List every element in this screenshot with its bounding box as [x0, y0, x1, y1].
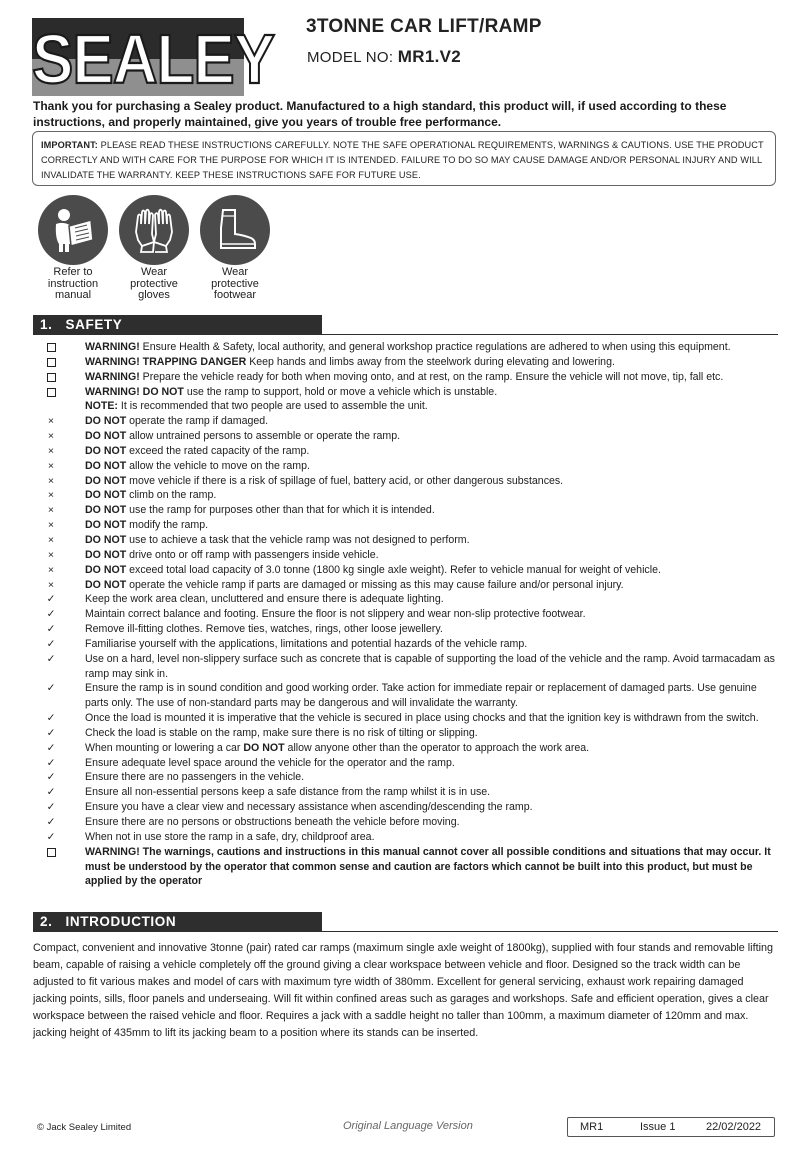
check-bullet-icon: ✓: [46, 637, 56, 650]
icon-refer-manual: [37, 195, 109, 302]
introduction-paragraph: Compact, convenient and innovative 3tonne (pair) rated car ramps (maximum single axle weight of 1800kg), supplied with four stands and removable lifting beam, capable of raising a vehicle completely off the ground giving a clear workspace between vehicle and floor. Designed so the track width can be adjusted to fit various makes and model of cars with maximum tyre width of 380mm. Excellent for general servicing, exhaust work repairing damaged jacking points, sills, floor panels and underseaing. Will fit within confined areas such as garages and workshops. Safe and efficient operation, gives a clear workspace between the raised vehicle and floor. Requires a jack with a saddle height no taller than 100mm, a maximum diameter of 120mm and max. jacking height of 435mm to lift its jacking beam to a position where its stands can be inserted.: [33, 942, 773, 1039]
thank-you-text: Thank you for purchasing a Sealey product. Manufactured to a high standard, this product will, if used according to these instructions, and properly maintained, give you years of trouble free performance.: [33, 99, 727, 129]
cross-bullet-icon: ×: [47, 489, 55, 502]
list-item: × DO NOT exceed the rated capacity of the ramp.: [32, 444, 782, 459]
list-item: ✓ Ensure you have a clear view and necessary assistance when ascending/descending the ramp.: [32, 800, 782, 815]
icon-label-manual: Refer to instruction manual: [47, 266, 99, 301]
list-item: ✓ Ensure there are no passengers in the vehicle.: [32, 770, 782, 785]
list-item: ✓ Once the load is mounted it is imperative that the vehicle is secured in place using chocks and that the ignition key is withdrawn from the switch.: [32, 711, 782, 726]
sealey-logo: [32, 18, 275, 99]
model-prefix: MODEL NO:: [307, 49, 394, 66]
note-item: NOTE: It is recommended that two people are used to assemble the unit.: [85, 400, 428, 413]
check-bullet-icon: ✓: [46, 682, 56, 695]
list-item: × DO NOT exceed total load capacity of 3.0 tonne (1800 kg single axle weight). Refer to vehicle manual for weight of vehicle.: [32, 563, 782, 578]
checkbox-bullet-icon: [44, 845, 58, 862]
list-item: ✓ Keep the work area clean, uncluttered and ensure there is adequate lighting.: [32, 592, 782, 607]
cross-bullet-icon: ×: [47, 474, 55, 487]
manual-reader-icon: [38, 195, 108, 265]
safety-list: [32, 340, 782, 889]
list-item: × DO NOT use the ramp for purposes other than that for which it is intended.: [32, 503, 782, 518]
list-item: × DO NOT allow the vehicle to move on the ramp.: [32, 459, 782, 474]
list-item: ✓ Remove ill-fitting clothes. Remove ties, watches, rings, other loose jewellery.: [32, 622, 782, 637]
issue-date: 22/02/2022: [706, 1121, 762, 1133]
icon-label-footwear: Wear protective footwear: [211, 266, 259, 301]
list-item: WARNING! Prepare the vehicle ready for both when moving onto, and at rest, on the ramp. Ensure the vehicle will not move, tip, fall etc.: [32, 370, 782, 385]
list-item: ✓ Familiarise yourself with the applications, limitations and potential hazards of the vehicle ramp.: [32, 637, 782, 652]
list-item: × DO NOT modify the ramp.: [32, 518, 782, 533]
list-item: ✓ Check the load is stable on the ramp, make sure there is no risk of tilting or slipping.: [32, 726, 782, 741]
check-bullet-icon: ✓: [46, 623, 56, 636]
final-warning: WARNING! The warnings, cautions and instructions in this manual cannot cover all possible conditions and situations that may occur. It must be understood by the operator that common sense and caution are factors which cannot be built into this product, but must be applied by the operator: [32, 845, 782, 890]
cross-bullet-icon: ×: [47, 548, 55, 561]
cross-bullet-icon: ×: [47, 444, 55, 457]
boot-icon: [200, 195, 270, 265]
check-bullet-icon: ✓: [46, 608, 56, 621]
cross-bullet-icon: ×: [47, 504, 55, 517]
list-item: × DO NOT allow untrained persons to assemble or operate the ramp.: [32, 429, 782, 444]
language-version: Original Language Version: [343, 1120, 473, 1132]
list-item: WARNING! DO NOT use the ramp to support, hold or move a vehicle which is unstable.: [32, 385, 782, 400]
cross-bullet-icon: ×: [47, 459, 55, 472]
cross-bullet-icon: ×: [47, 430, 55, 443]
list-item: WARNING! Ensure Health & Safety, local authority, and general workshop practice regulations are adhered to when using this equipment.: [32, 340, 782, 355]
section-divider: [322, 931, 778, 932]
cross-bullet-icon: ×: [47, 578, 55, 591]
list-item: × DO NOT climb on the ramp.: [32, 488, 782, 503]
section-heading-safety: 1. SAFETY: [33, 315, 322, 335]
section-heading-introduction: 2. INTRODUCTION: [33, 912, 322, 932]
check-bullet-icon: ✓: [46, 830, 56, 843]
important-text: PLEASE READ THESE INSTRUCTIONS CAREFULLY. NOTE THE SAFE OPERATIONAL REQUIREMENTS, WARNINGS & CAUTIONS. USE THE PRODUCT CORRECTLY AND WITH CARE FOR THE PURPOSE FOR WHICH IT IS INTENDED. FAILURE TO DO SO MAY CAUSE DAMAGE AND/OR PERSONAL INJURY AND WILL INVALIDATE THE WARRANTY. KEEP THESE INSTRUCTIONS SAFE FOR FUTURE USE.: [41, 140, 764, 180]
list-item: ✓ Maintain correct balance and footing. Ensure the floor is not slippery and wear non-slip protective footwear.: [32, 607, 782, 622]
check-bullet-icon: ✓: [46, 593, 56, 606]
document-title: 3TONNE CAR LIFT/RAMP: [306, 16, 542, 37]
model-line: [307, 47, 461, 67]
model-code: MR1: [580, 1121, 604, 1133]
icon-wear-gloves: [118, 195, 190, 302]
logo-text: SEALEY: [32, 21, 275, 99]
list-item: ✓ When not in use store the ramp in a safe, dry, childproof area.: [32, 830, 782, 845]
icon-label-gloves: Wear protective gloves: [130, 266, 178, 301]
list-item: ✓ Ensure the ramp is in sound condition and good working order. Take action for immediate repair or replacement of damaged parts. Use genuine parts only. The use of non-standard parts may be dangerous and will invalidate the warranty.: [32, 681, 782, 711]
cross-bullet-icon: ×: [47, 415, 55, 428]
check-bullet-icon: ✓: [46, 756, 56, 769]
list-item: ✓ Use on a hard, level non-slippery surface such as concrete that is capable of supporting the load of the vehicle and the ramp. Avoid tarmacadam as ramp may sink in.: [32, 652, 782, 682]
check-bullet-icon: ✓: [46, 786, 56, 799]
cross-bullet-icon: ×: [47, 533, 55, 546]
important-notice: [32, 131, 776, 186]
list-item: ✓ When mounting or lowering a car DO NOT allow anyone other than the operator to approach the work area.: [32, 741, 782, 756]
issue-number: Issue 1: [640, 1121, 676, 1133]
cross-bullet-icon: ×: [47, 519, 55, 532]
cross-bullet-icon: ×: [47, 563, 55, 576]
check-bullet-icon: ✓: [46, 726, 56, 739]
list-item: × DO NOT use to achieve a task that the vehicle ramp was not designed to perform.: [32, 533, 782, 548]
list-item: × DO NOT drive onto or off ramp with passengers inside vehicle.: [32, 548, 782, 563]
icon-wear-footwear: [199, 195, 271, 302]
section-divider: [322, 334, 778, 335]
list-item: × DO NOT move vehicle if there is a risk of spillage of fuel, battery acid, or other dangerous substances.: [32, 474, 782, 489]
gloves-icon: [119, 195, 189, 265]
check-bullet-icon: ✓: [46, 801, 56, 814]
model-number: MR1.V2: [397, 47, 462, 66]
list-item: × DO NOT operate the vehicle ramp if parts are damaged or missing as this may cause failure and/or personal injury.: [32, 578, 782, 593]
check-bullet-icon: ✓: [46, 816, 56, 828]
document-reference-box: [567, 1117, 775, 1137]
important-label: IMPORTANT:: [41, 140, 98, 150]
list-item: ✓ Ensure adequate level space around the vehicle for the operator and the ramp.: [32, 756, 782, 771]
check-bullet-icon: ✓: [46, 652, 56, 665]
copyright-text: © Jack Sealey Limited: [37, 1122, 132, 1133]
check-bullet-icon: ✓: [46, 741, 56, 754]
check-bullet-icon: ✓: [46, 712, 56, 725]
list-item: WARNING! TRAPPING DANGER Keep hands and limbs away from the steelwork during elevating and lowering.: [32, 355, 782, 370]
list-item: ✓ Ensure there are no persons or obstructions beneath the vehicle before moving.: [32, 815, 782, 830]
list-item: × DO NOT operate the ramp if damaged.: [32, 414, 782, 429]
list-item: ✓ Ensure all non-essential persons keep a safe distance from the ramp whilst it is in use.: [32, 785, 782, 800]
check-bullet-icon: ✓: [46, 771, 56, 784]
